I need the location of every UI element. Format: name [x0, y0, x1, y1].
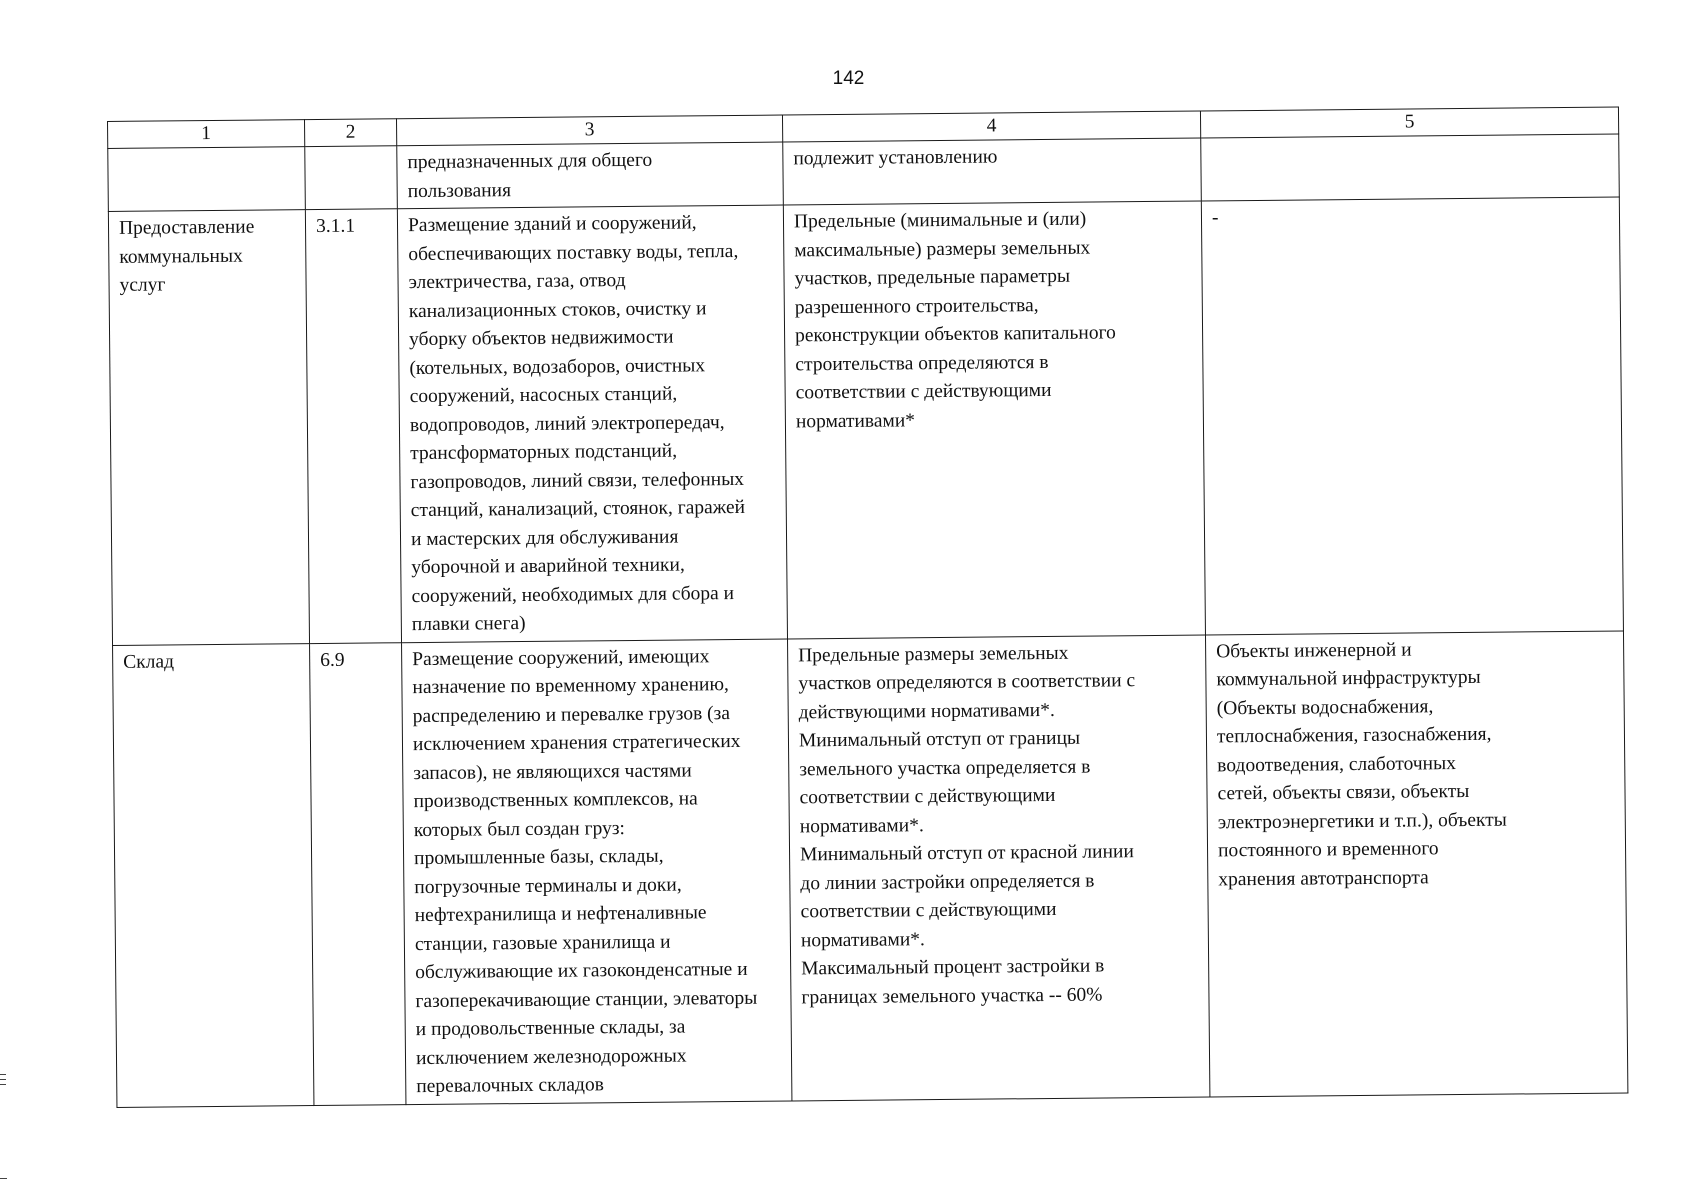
header-cell-3: 3: [396, 115, 782, 146]
page-number: 142: [832, 68, 865, 89]
cell-parameters: подлежит установлению: [783, 138, 1202, 205]
cell-use-type: [108, 147, 306, 212]
table-row: [113, 630, 1628, 1106]
scan-margin-marks: [0, 1074, 6, 1094]
cell-parameters: Предельные (минимальные и (или) максимальные) размеры земельных участков, предельные параметры разрешенного строительства, реконструкции объектов капитального строительства определяются в соответствии с действующими нормативами*: [783, 201, 1205, 638]
cell-parameters: Предельные размеры земельных участков определяются в соответствии с действующими нормативами*. Минимальный отступ от границы земельного участка определяется в соответствии с действующими нормативами*. Минимальный отступ от красной линии до линии застройки определяется в соответствии с действующими нормативами*. Максимальный процент застройки в границах земельного участка -- 60%: [787, 634, 1209, 1100]
header-cell-5: 5: [1200, 107, 1618, 138]
scan-margin-dash: [0, 1178, 7, 1179]
cell-auxiliary: -: [1201, 197, 1623, 634]
regulations-table: [107, 106, 1628, 1107]
cell-code: 3.1.1: [305, 209, 401, 643]
cell-use-type: Склад: [113, 643, 314, 1107]
cell-auxiliary: Объекты инженерной и коммунальной инфраструктуры (Объекты водоснабжения, теплоснабжения, газоснабжения, водоотведения, слаботочных сетей, объекты связи, объекты электроэнергетики и т.п.), объекты постоянного и временного хранения автотранспорта: [1205, 630, 1627, 1096]
header-cell-2: 2: [304, 119, 396, 147]
table-row: [108, 197, 1623, 645]
cell-code: [305, 146, 398, 210]
header-cell-1: 1: [108, 120, 305, 149]
cell-use-type: Предоставление коммунальных услуг: [108, 210, 309, 645]
header-cell-4: 4: [782, 111, 1200, 142]
cell-description: Размещение сооружений, имеющих назначение по временному хранению, распределению и перевалке грузов (за исключением хранения стратегических запасов), не являющихся частями производственных комплексов, на которых был создан груз: промышленные базы, склады, погрузочные терминалы и доки, нефтехранилища и нефтеналивные станции, газовые хранилища и обслуживающие их газоконденсатные и газоперекачивающие станции, элеваторы и продовольственные склады, за исключением железнодорожных перевалочных складов: [402, 638, 792, 1104]
cell-auxiliary: [1201, 134, 1620, 201]
cell-description: Размещение зданий и сооружений, обеспечивающих поставку воды, тепла, электричества, газа, отвод канализационных стоков, очистку и уборку объектов недвижимости (котельных, водозаборов, очистных сооружений, насосных станций, водопроводов, линий электропередач, трансформаторных подстанций, газопроводов, линий связи, телефонных станций, канализаций, стоянок, гаражей и мастерских для обслуживания уборочной и аварийной техники, сооружений, необходимых для сбора и плавки снега): [397, 205, 787, 642]
cell-description: предназначенных для общего пользования: [397, 142, 784, 209]
cell-code: 6.9: [310, 642, 406, 1105]
